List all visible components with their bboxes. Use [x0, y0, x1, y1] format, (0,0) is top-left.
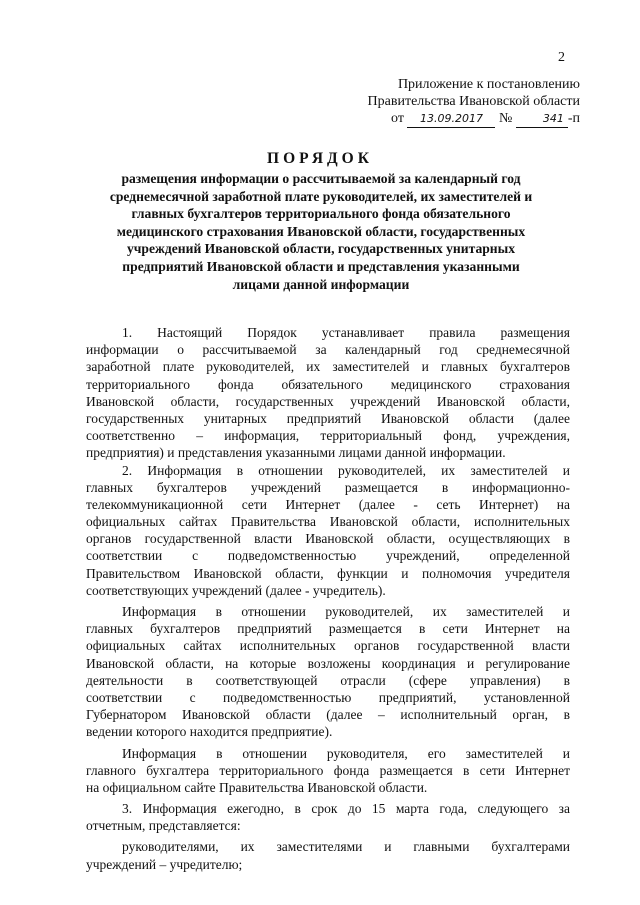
text-line: главных бухгалтеров учреждений размещается в информационно- — [86, 479, 570, 495]
text-line: заработной плате руководителей, их заместителей и главных бухгалтеров — [86, 359, 570, 375]
text-line: ведении которого находится предприятие). — [86, 724, 333, 740]
paragraph-1 — [86, 324, 570, 462]
number-suffix: -п — [567, 111, 580, 126]
subtitle-line: предприятий Ивановской области и представления указанными — [122, 258, 520, 274]
appendix-line-2: Правительства Ивановской области — [367, 94, 580, 109]
text-line: информации о рассчитываемой за календарный год среднемесячной — [86, 342, 570, 358]
text-line: Ивановской области, на которые возложены координация и регулирование — [86, 655, 570, 671]
handwritten-number: 341 — [516, 110, 568, 128]
text-line: руководителями, их заместителями и главными бухгалтерами — [122, 839, 570, 855]
from-label: от — [391, 111, 404, 126]
document-body — [86, 324, 570, 873]
text-line: телекоммуникационной сети Интернет (далее - сеть Интернет) на — [86, 496, 570, 512]
text-line: 3. Информация ежегодно, в срок до 15 марта года, следующего за — [122, 801, 570, 817]
text-line: государственных унитарных предприятий Ивановской области (далее — [86, 410, 570, 426]
subtitle-line: учреждений Ивановской области, государственных унитарных — [126, 241, 516, 257]
text-line: отчетным, представляется: — [86, 818, 241, 834]
text-line: деятельности в соответствующей отрасли (сфере управления) в — [86, 672, 570, 688]
text-line: органов государственной власти Ивановской области, осуществляющих в — [86, 531, 570, 547]
paragraph-4 — [86, 745, 570, 797]
subtitle-line: размещения информации о рассчитываемой за календарный год — [121, 171, 521, 186]
subtitle-line: главных бухгалтеров территориального фонда обязательного — [131, 206, 511, 222]
paragraph-6 — [86, 838, 570, 872]
appendix-line-1: Приложение к постановлению — [397, 77, 580, 92]
text-line: на официальном сайте Правительства Ивановской области. — [86, 779, 428, 795]
text-line: Ивановской области, государственных учреждений Ивановской области, — [86, 393, 570, 409]
text-line: Губернатором Ивановской области (далее – исполнительный орган, в — [86, 707, 570, 723]
document-subtitle — [86, 170, 556, 293]
paragraph-2 — [86, 462, 570, 600]
text-line: Информация в отношении руководителей, их заместителей и — [122, 604, 570, 619]
text-line: соответствующих учреждений (далее - учредитель). — [86, 582, 386, 598]
text-line: 1. Настоящий Порядок устанавливает правила размещения — [122, 325, 570, 340]
text-line: соответственно – информация, территориальный фонд, учреждения, — [86, 428, 570, 444]
text-line: 2. Информация в отношении руководителей, их заместителей и — [122, 462, 570, 478]
subtitle-line: лицами данной информации — [232, 276, 410, 292]
subtitle-line: медицинского страхования Ивановской области, государственных — [116, 223, 526, 239]
text-line: Правительством Ивановской области, функции и полномочия учредителя — [86, 565, 570, 581]
text-line: официальных сайтах Правительства Ивановской области, исполнительных — [86, 514, 570, 530]
handwritten-date: 13.09.2017 — [407, 110, 495, 128]
text-line: Информация в отношении руководителя, его заместителей и — [122, 745, 570, 761]
paragraph-3 — [86, 603, 570, 741]
text-line: главных бухгалтеров предприятий размещается в сети Интернет на — [86, 621, 570, 637]
text-line: главного бухгалтера территориального фонда размещается в сети Интернет — [86, 762, 570, 778]
text-line: предприятия) и представления указанными лицами данной информации. — [86, 445, 506, 461]
text-line: территориального фонда обязательного медицинского страхования — [86, 376, 570, 392]
appendix-header — [340, 76, 580, 128]
text-line: соответствии с подведомственностью учреждений, определенной — [86, 548, 570, 564]
text-line: соответствии с подведомственностью предприятий, установленной — [86, 689, 570, 705]
document-title: ПОРЯДОК — [267, 150, 373, 167]
subtitle-line: среднемесячной заработной плате руководителей, их заместителей и — [109, 188, 533, 204]
text-line: официальных сайтах исполнительных органов государственной власти — [86, 638, 570, 654]
paragraph-5 — [86, 800, 570, 834]
page-number: 2 — [558, 50, 565, 65]
text-line: учреждений – учредителю; — [86, 856, 243, 872]
appendix-date-line — [340, 110, 580, 128]
number-label: № — [498, 111, 513, 126]
